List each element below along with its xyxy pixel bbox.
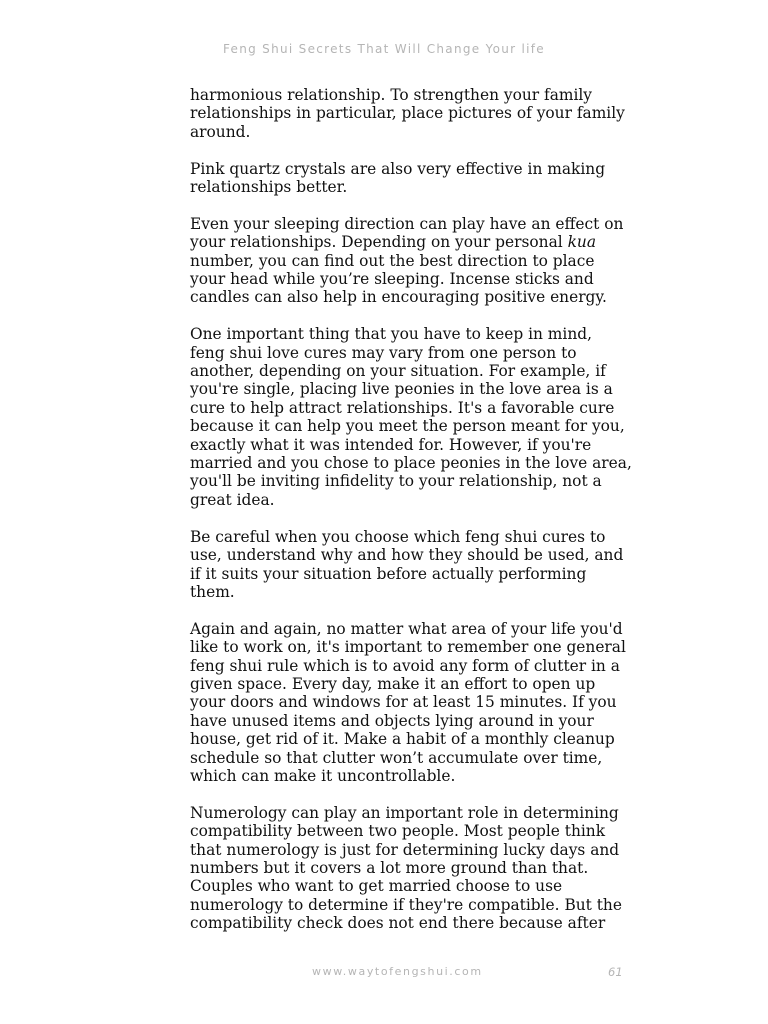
paragraph [190,215,650,307]
footer-url: www.waytofengshui.com [312,965,483,978]
text-line: you're single, placing live peonies in the love area is a [190,380,613,399]
text-line: Couples who want to get married choose to use [190,877,563,896]
text-line: great idea. [190,490,275,509]
text-line: given space. Every day, make it an effort to open up [190,674,596,693]
text-line: like to work on, it's important to remember one general [190,638,626,657]
paragraph [190,528,650,602]
paragraph [190,325,650,509]
italic-term: kua [567,233,596,252]
body-text [190,86,650,951]
text-line: house, get rid of it. Make a habit of a monthly cleanup [190,730,615,749]
text-line: that numerology is just for determining lucky days and [190,840,620,859]
text-line: around. [190,122,251,141]
paragraph [190,86,650,141]
text-line: Be careful when you choose which feng shui cures to [190,527,606,546]
text-line: compatibility between two people. Most people think [190,822,606,841]
text-line: schedule so that clutter won’t accumulate over time, [190,748,603,767]
text-line: them. [190,582,235,601]
text-line: numerology to determine if they're compatible. But the [190,895,622,914]
text-line: because it can help you meet the person meant for you, [190,417,625,436]
text-line: relationships in particular, place pictures of your family [190,104,625,123]
text-line: feng shui love cures may vary from one person to [190,343,577,362]
paragraph [190,160,650,197]
text-line: use, understand why and how they should be used, and [190,546,624,565]
text-line: relationships better. [190,178,348,197]
text-run: your relationships. Depending on your personal [190,233,568,252]
text-line: exactly what it was intended for. However, if you're [190,435,592,454]
text-line: candles can also help in encouraging positive energy. [190,288,607,307]
text-line: feng shui rule which is to avoid any form of clutter in a [190,656,620,675]
text-line: have unused items and objects lying around in your [190,711,594,730]
text-line: you'll be inviting infidelity to your relationship, not a [190,472,602,491]
page-number: 61 [608,965,623,979]
paragraph [190,620,650,786]
text-line: Even your sleeping direction can play have an effect on [190,214,624,233]
running-header: Feng Shui Secrets That Will Change Your life [223,42,545,56]
paragraph [190,804,650,933]
text-line: number, you can find out the best direction to place [190,251,595,270]
text-line: cure to help attract relationships. It's a favorable cure [190,398,615,417]
text-line: Pink quartz crystals are also very effective in making [190,159,606,178]
text-line: your head while you’re sleeping. Incense sticks and [190,270,594,289]
text-line: Numerology can play an important role in determining [190,803,619,822]
text-line: numbers but it covers a lot more ground than that. [190,858,589,877]
text-line: harmonious relationship. To strengthen your family [190,86,593,104]
text-line: another, depending on your situation. For example, if [190,362,606,381]
text-line: compatibility check does not end there because after [190,914,606,933]
text-line: your doors and windows for at least 15 minutes. If you [190,693,617,712]
text-line: One important thing that you have to keep in mind, [190,325,592,344]
text-line: which can make it uncontrollable. [190,766,456,785]
text-line: married and you chose to place peonies in the love area, [190,454,632,473]
text-line: Again and again, no matter what area of your life you'd [190,619,623,638]
text-line [190,233,650,251]
text-line: if it suits your situation before actually performing [190,564,587,583]
